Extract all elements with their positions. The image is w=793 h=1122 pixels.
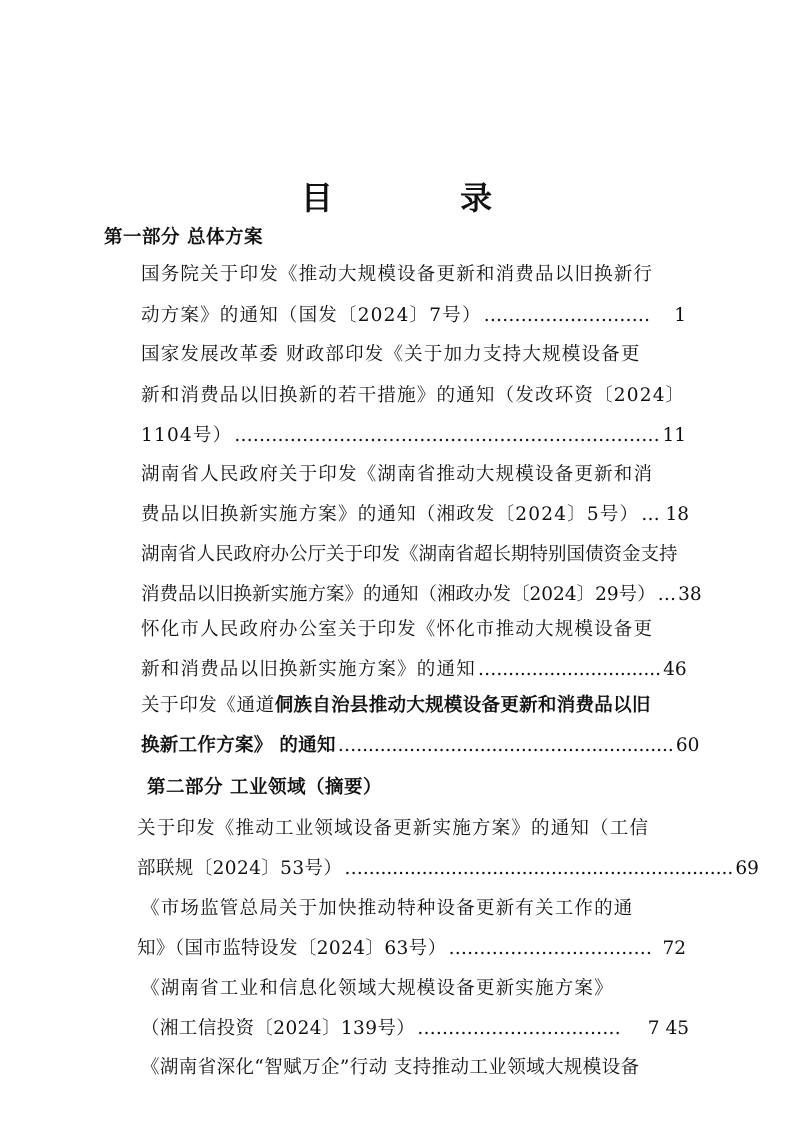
toc2-entry-3-leader: ……………………………: [417, 1018, 621, 1039]
toc2-entry-3-line-2[interactable]: [141, 1017, 689, 1041]
toc-entry-4-line-1[interactable]: 湖南省人民政府办公厅关于印发《湖南省超长期特别国债资金支持: [141, 544, 678, 565]
part1-heading: 第一部分 总体方案: [104, 227, 263, 248]
toc-entry-6-prefix: 关于印发《通道: [141, 695, 275, 716]
toc-entry-2-page: 11: [662, 425, 686, 446]
toc-entry-6-bold-2: 换新工作方案》 的通知: [141, 735, 336, 756]
toc-entry-5-line-2[interactable]: [141, 658, 687, 682]
toc2-entry-2-leader: ……………………………: [448, 938, 652, 959]
toc-entry-5-text: 新和消费品以旧换新实施方案》的通知: [141, 659, 476, 680]
toc-entry-6-line-1[interactable]: [141, 694, 651, 718]
toc2-entry-2-text: 知》（国市监特设发〔2024〕63号）: [137, 938, 447, 959]
toc-entry-4-line-2[interactable]: [141, 583, 702, 607]
toc2-entry-1-leader: …...............................................................: [344, 858, 734, 879]
toc2-entry-2-page: 72: [662, 938, 686, 959]
toc-entry-2-text: 1104号）: [141, 425, 233, 446]
toc-entry-4-page: 38: [678, 584, 702, 605]
toc2-entry-3-text: （湘工信投资〔2024〕139号）: [141, 1018, 416, 1039]
toc-entry-3-text: 费品以旧换新实施方案》的通知（湘政发〔2024〕5号）: [141, 504, 640, 525]
toc-entry-6-line-2[interactable]: [141, 734, 700, 758]
toc2-entry-4-line-1[interactable]: 《湖南省深化“智赋万企”行动 支持推动工业领域大规模设备: [141, 1057, 640, 1078]
toc-entry-5-page: 46: [663, 659, 687, 680]
toc2-entry-1-line-2[interactable]: [137, 857, 759, 881]
toc-entry-4-leader: …: [657, 584, 677, 605]
toc-entry-6-page: 60: [675, 735, 700, 756]
toc-entry-3-line-1[interactable]: 湖南省人民政府关于印发《湖南省推动大规模设备更新和消: [141, 464, 654, 485]
toc-entry-3-line-2[interactable]: [141, 503, 689, 527]
toc2-entry-1-text: 部联规〔2024〕53号）: [137, 858, 343, 879]
toc-entry-2-line-2[interactable]: 新和消费品以旧换新的若干措施》的通知（发改环资〔2024〕: [141, 385, 686, 406]
toc-entry-1-line-2[interactable]: [141, 304, 686, 328]
toc2-entry-2-line-2[interactable]: [137, 937, 686, 961]
toc-entry-2-leader: ……………………………………………………………: [234, 425, 660, 446]
toc-entry-4-text: 消费品以旧换新实施方案》的通知（湘政办发〔2024〕29号）: [141, 584, 656, 605]
toc2-entry-2-line-1[interactable]: 《市场监管总局关于加快推动特种设备更新有关工作的通: [141, 898, 634, 919]
toc-entry-3-leader: …: [641, 504, 660, 525]
toc-entry-2-line-3[interactable]: [141, 424, 686, 448]
page-title: 目 录: [300, 179, 551, 217]
toc-entry-6-bold-1: 侗族自治县推动大规模设备更新和消费品以旧: [274, 695, 651, 716]
part2-heading: 第二部分 工业领域（摘要）: [147, 777, 382, 798]
toc-entry-5-leader: …............................: [477, 659, 662, 680]
toc-entry-1-text: 动方案》的通知（国发〔2024〕7号）: [141, 305, 482, 326]
toc2-entry-1-line-1[interactable]: 关于印发《推动工业领域设备更新实施方案》的通知（工信: [137, 818, 650, 839]
toc-entry-2-line-1[interactable]: 国家发展改革委 财政部印发《关于加力支持大规模设备更: [141, 344, 641, 365]
toc-entry-3-page: 18: [665, 504, 689, 525]
toc-entry-5-line-1[interactable]: 怀化市人民政府办公室关于印发《怀化市推动大规模设备更: [141, 619, 654, 640]
toc-entry-1-leader: ………………………: [483, 305, 651, 326]
toc-entry-1-line-1[interactable]: 国务院关于印发《推动大规模设备更新和消费品以旧换新行: [141, 264, 654, 285]
toc-entry-6-leader: …......................................................: [337, 735, 674, 756]
toc-entry-1-page: 1: [674, 305, 686, 326]
toc2-entry-1-page: 69: [735, 858, 759, 879]
toc2-entry-3-page: 7 45: [647, 1018, 689, 1039]
toc2-entry-3-line-1[interactable]: 《湖南省工业和信息化领域大规模设备更新实施方案》: [141, 978, 614, 999]
